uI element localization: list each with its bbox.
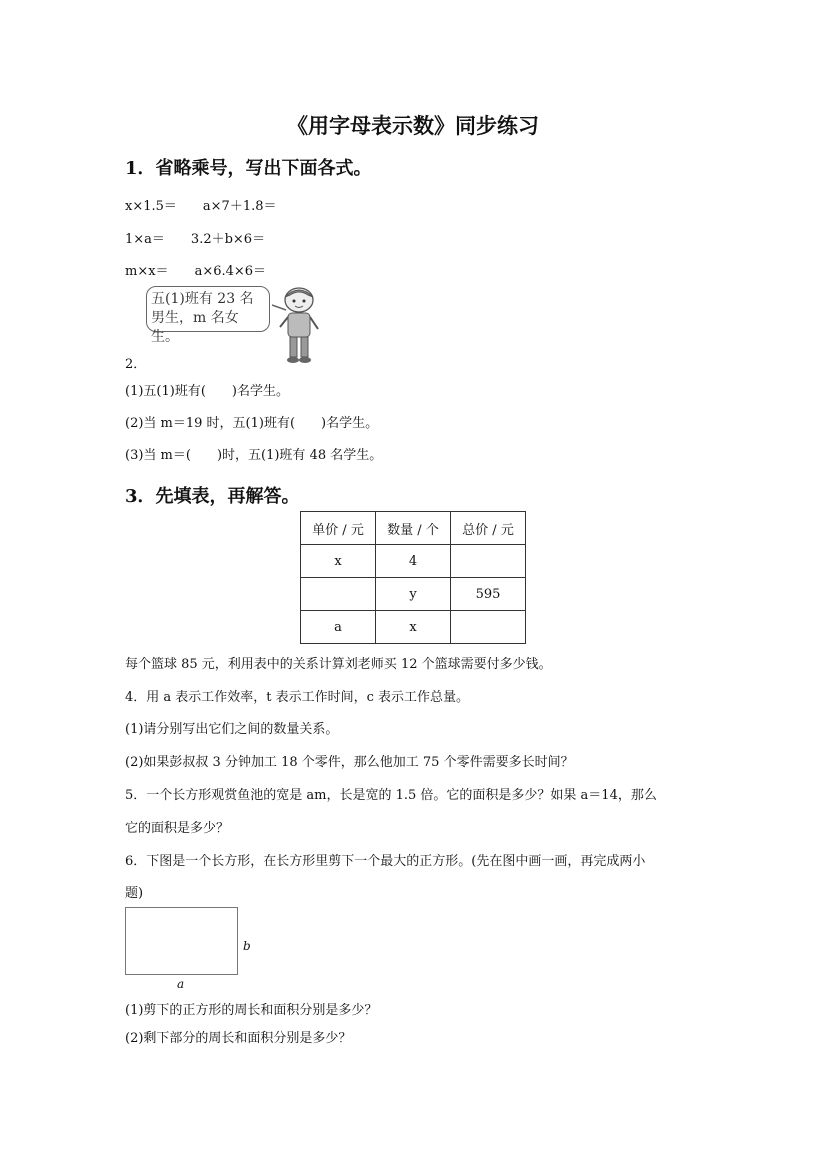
rectangle-figure: [125, 907, 238, 975]
q4-item-2: (2)如果彭叔叔 3 分钟加工 18 个零件，那么他加工 75 个零件需要多长时间？: [125, 755, 574, 770]
table-header-cell: 单价 / 元: [301, 512, 376, 545]
table-cell: [451, 611, 526, 644]
q5-line-1: 5．一个长方形观赏鱼池的宽是 am，长是宽的 1.5 倍。它的面积是多少？如果 a＝14，那么: [125, 788, 657, 803]
q3-question: 每个篮球 85 元，利用表中的关系计算刘老师买 12 个篮球需要付多少钱。: [125, 657, 552, 672]
q1-expr: a×6.4×6＝: [194, 264, 267, 279]
q4-intro: 4．用 a 表示工作效率，t 表示工作时间，c 表示工作总量。: [125, 690, 470, 705]
table-header-row: [301, 512, 526, 545]
q1-row-2: [125, 228, 265, 247]
table-cell: 4: [376, 545, 451, 578]
q6-line-1: 6．下图是一个长方形，在长方形里剪下一个最大的正方形。(先在图中画一画，再完成两小: [125, 854, 646, 869]
q1-expr: 3.2＋b×6＝: [190, 232, 266, 247]
q5-line-2: 它的面积是多少？: [125, 821, 230, 836]
label-a: a: [177, 977, 185, 991]
q2-number: 2．: [125, 357, 147, 372]
q1-expr: x×1.5＝: [125, 199, 177, 214]
q1-heading: 1．省略乘号，写出下面各式。: [125, 158, 372, 179]
q1-row-1: [125, 195, 277, 214]
table-header-cell: 总价 / 元: [451, 512, 526, 545]
boy-illustration-icon: [268, 285, 328, 365]
table-cell: y: [376, 578, 451, 611]
label-b: b: [243, 939, 251, 953]
q1-expr: 1×a＝: [125, 232, 165, 247]
table-cell: x: [301, 545, 376, 578]
q4-item-1: (1)请分别写出它们之间的数量关系。: [125, 722, 339, 737]
q2-item-3: (3)当 m＝( )时，五(1)班有 48 名学生。: [125, 448, 383, 463]
q6-line-2: 题): [125, 886, 144, 901]
q3-table: [300, 511, 526, 644]
table-cell: 595: [451, 578, 526, 611]
table-cell: [451, 545, 526, 578]
q1-expr: m×x＝: [125, 264, 169, 279]
speech-bubble: [146, 286, 270, 345]
q2-item-2: (2)当 m＝19 时，五(1)班有( )名学生。: [125, 416, 379, 431]
q2-item-1: (1)五(1)班有( )名学生。: [125, 384, 289, 399]
page-title: 《用字母表示数》同步练习: [287, 113, 539, 138]
table-header-cell: 数量 / 个: [376, 512, 451, 545]
speech-line-1: 五(1)班有 23 名: [151, 291, 254, 307]
q6-item-2: (2)剩下部分的周长和面积分别是多少？: [125, 1031, 352, 1046]
q3-heading: 3．先填表，再解答。: [125, 486, 300, 507]
table-row: [301, 545, 526, 578]
table-cell: [301, 578, 376, 611]
speech-line-2: 男生，m 名女生。: [151, 310, 239, 345]
table-row: [301, 611, 526, 644]
q1-expr: a×7＋1.8＝: [202, 199, 277, 214]
table-cell: x: [376, 611, 451, 644]
q6-item-1: (1)剪下的正方形的周长和面积分别是多少？: [125, 1003, 378, 1018]
table-cell: a: [301, 611, 376, 644]
q1-row-3: [125, 260, 266, 279]
table-row: [301, 578, 526, 611]
